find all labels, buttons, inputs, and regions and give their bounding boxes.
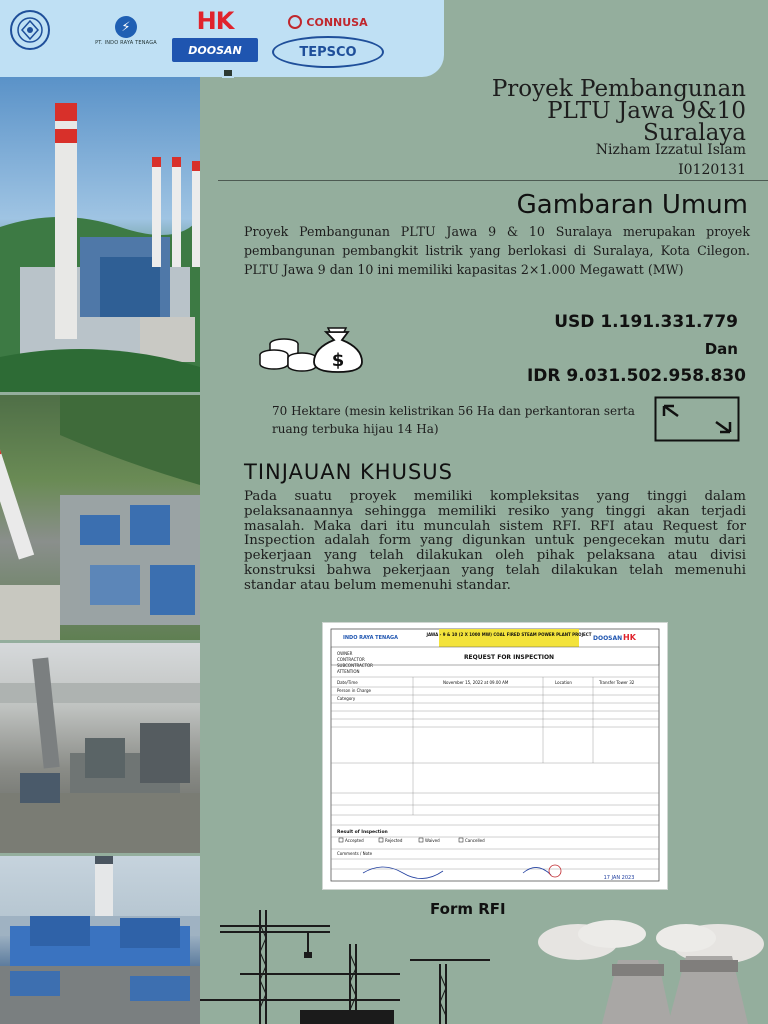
expand-icon: [654, 396, 740, 442]
indo-raya-tenaga-logo: [86, 16, 166, 46]
site-aerial-render-photo: [0, 395, 200, 640]
rfi-attention-label: ATTENTION: [337, 669, 360, 674]
rfi-stamp-date: 17 JAN 2023: [603, 875, 635, 881]
logo-bar: [0, 0, 444, 77]
tinjauan-paragraph: Pada suatu proyek memiliki kompleksitas yang tinggi dalam pelaksanaannya sehingga memiliki resiko yang tinggi akan terjadi masalah. Maka dari itu munculah sistem RFI. RFI atau Request for Inspection adalah form yang digunkan untuk pengecekan mutu dari pekerjaan yang telah dilakukan oleh pihak pelaksana atau divisi konstruksi bahwa pekerjaan yang telah dilakukan telah memenuhi standar atau belum memenuhi standar.: [244, 489, 746, 593]
rfi-date-value: November 15, 2022 at 09.00 AM: [443, 680, 509, 685]
cost-usd: USD 1.191.331.779: [554, 312, 738, 332]
hk-logo: HK: [196, 7, 234, 35]
pln-caption: PT. INDO RAYA TENAGA: [95, 40, 157, 46]
site-aerial-illustration: [0, 395, 200, 640]
rfi-accepted: Accepted: [345, 838, 364, 843]
divider: [218, 180, 768, 181]
title-line-1: Proyek Pembangunan: [491, 76, 746, 102]
connusa-logo: [276, 12, 380, 32]
svg-text:$: $: [331, 350, 345, 371]
connusa-ring-icon: [288, 15, 302, 29]
svg-text:INDO RAYA TENAGA: INDO RAYA TENAGA: [343, 635, 399, 641]
gambaran-heading: Gambaran Umum: [516, 190, 748, 220]
rfi-caption: Form RFI: [430, 900, 506, 918]
svg-text:DOOSAN: DOOSAN: [593, 635, 623, 642]
rfi-result-label: Result of Inspection: [337, 830, 388, 835]
money-icon: [258, 322, 370, 374]
svg-text:JAWA - 9 & 10 (2 X 1000 MW) CO: [426, 632, 592, 637]
rfi-cancelled: Cancelled: [465, 838, 485, 843]
connusa-text: CONNUSA: [306, 15, 368, 29]
rfi-date-label: Date/Time: [337, 680, 358, 685]
university-emblem-icon: [7, 9, 53, 51]
cost-connector: Dan: [704, 340, 738, 358]
factory-cooling-tower-icon: [536, 920, 768, 1024]
author-id: I0120131: [678, 162, 746, 178]
page-title: [346, 78, 746, 144]
coastal-plant-photo: [0, 856, 200, 1024]
rfi-request-title: REQUEST FOR INSPECTION: [463, 654, 555, 661]
rfi-owner-label: OWNER: [337, 651, 353, 656]
lightning-icon: ⚡: [115, 16, 137, 38]
author-block: [596, 140, 746, 180]
title-line-3: Suralaya: [642, 120, 746, 146]
crane-illustration: [200, 904, 540, 1024]
title-line-2: PLTU Jawa 9&10: [547, 98, 746, 124]
rfi-location-value: Transfer Tower 32: [599, 680, 635, 685]
power-plant-render-illustration: [0, 77, 200, 392]
svg-text:HK: HK: [623, 633, 636, 642]
gambaran-paragraph: Proyek Pembangunan PLTU Jawa 9 & 10 Suralaya merupakan proyek pembangunan pembangkit listrik yang berlokasi di Suralaya, Kota Cilegon. PLTU Jawa 9 dan 10 ini memiliki kapasitas 2×1.000 Megawatt (MW): [244, 224, 750, 277]
university-logo: [6, 8, 54, 52]
rfi-contractor-label: CONTRACTOR: [337, 657, 365, 662]
rfi-project-title: JAWA - 9 & 10 (2 X 1000 MW) COAL FIRED STEAM POWER PLANT PROJECT: [426, 632, 592, 637]
decorative-square: [222, 68, 234, 78]
rfi-location-label: Location: [555, 680, 572, 685]
area-text: 70 Hektare (mesin kelistrikan 56 Ha dan perkantoran serta ruang terbuka hijau 14 Ha): [272, 404, 635, 436]
author-name: Nizham Izzatul Islam: [595, 142, 746, 158]
tepsco-logo: TEPSCO: [272, 36, 384, 68]
rfi-comments-label: Comments / Note: [337, 851, 373, 856]
rfi-person-label: Person in Charge: [337, 688, 371, 693]
doosan-logo: DOOSAN: [172, 38, 258, 62]
power-plant-render-photo: [0, 77, 200, 392]
construction-site-illustration: [0, 643, 200, 853]
rfi-category-label: Category: [337, 696, 356, 701]
rfi-form-document: [323, 623, 667, 889]
rfi-form-image: [322, 622, 668, 890]
photo-column: [0, 77, 200, 1024]
cost-idr: IDR 9.031.502.958.830: [526, 366, 746, 386]
coastal-plant-illustration: [0, 856, 200, 1024]
rfi-rejected: Rejected: [385, 838, 403, 843]
rfi-subcontractor-label: SUBCONTRACTOR: [337, 663, 373, 668]
construction-site-photo: [0, 643, 200, 853]
tinjauan-heading: TINJAUAN KHUSUS: [244, 460, 454, 484]
rfi-waived: Waived: [425, 838, 440, 843]
